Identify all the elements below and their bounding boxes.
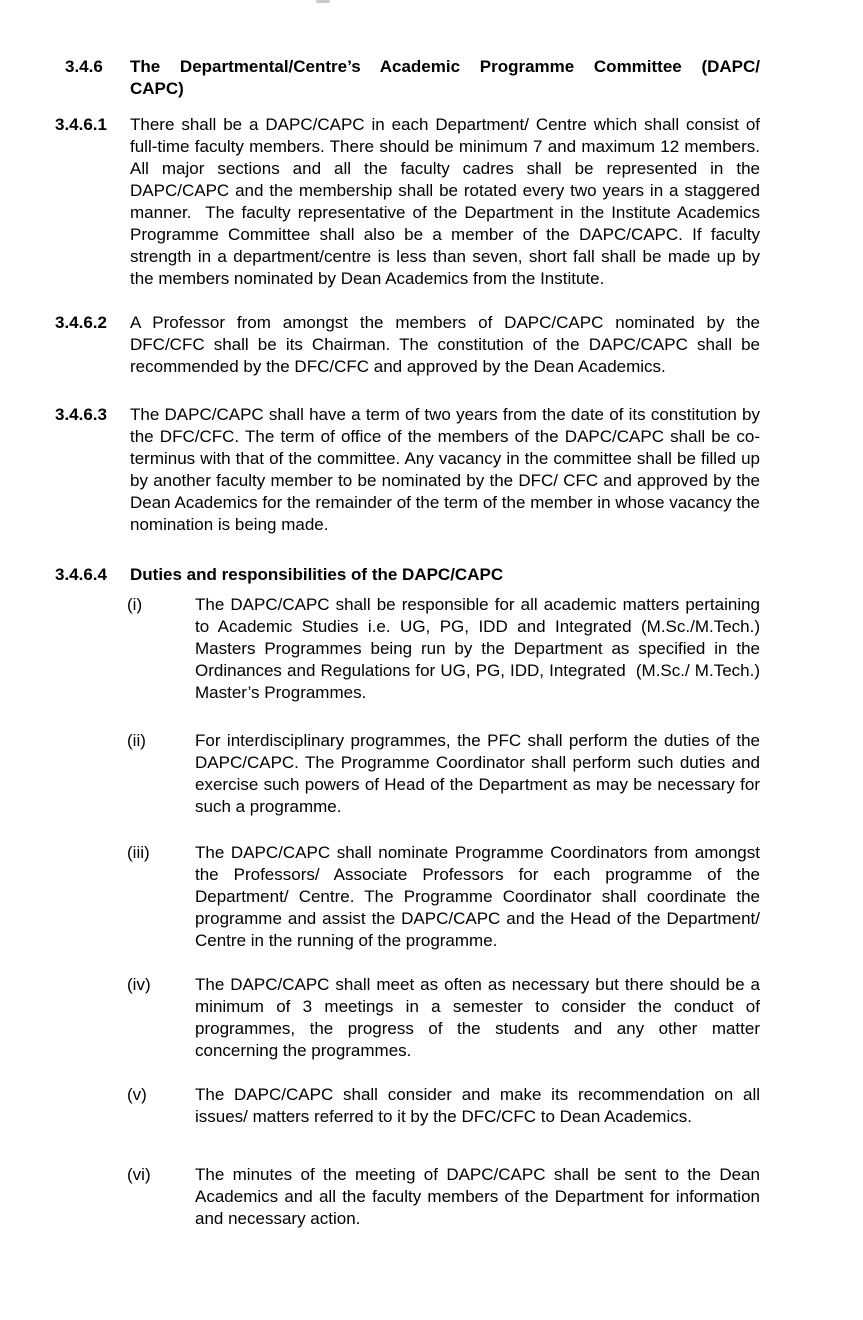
duty-item xyxy=(0,594,863,704)
paragraph-number: 3.4.6.2 xyxy=(55,313,107,332)
paragraph xyxy=(0,404,863,536)
paragraph-text: A Professor from amongst the members of DAPC/CAPC nominated by the DFC/CFC shall be its Chairman. The constitution of the DAPC/CAPC shall be recommended by the DFC/CFC and approved by the Dean Academics. xyxy=(130,313,760,376)
paragraph-text: There shall be a DAPC/CAPC in each Department/ Centre which shall consist of full-time faculty members. There should be minimum 7 and maximum 12 members. All major sections and all the faculty cadres shall be represented in the DAPC/CAPC and the membership shall be rotated every two years in a staggered manner. The faculty representative of the Department in the Institute Academics Programme Committee shall also be a member of the DAPC/CAPC. If faculty strength in a department/centre is less than seven, short fall shall be made up by the members nominated by Dean Academics from the Institute. xyxy=(130,115,760,288)
duty-marker: (iv) xyxy=(127,975,151,994)
paragraph-number: 3.4.6.3 xyxy=(55,405,107,424)
duty-text: The minutes of the meeting of DAPC/CAPC shall be sent to the Dean Academics and all the faculty members of the Department for information and necessary action. xyxy=(195,1165,760,1228)
scan-artifact xyxy=(316,0,330,3)
paragraph-number: 3.4.6.1 xyxy=(55,115,107,134)
paragraph-text: The DAPC/CAPC shall have a term of two years from the date of its constitution by the DFC/CFC. The term of office of the members of the DAPC/CAPC shall be co-terminus with that of the committee. Any vacancy in the committee shall be filled up by another faculty member to be nominated by the DFC/ CFC and approved by the Dean Academics for the remainder of the term of the member in whose vacancy the nomination is being made. xyxy=(130,405,760,534)
subsection-heading xyxy=(0,564,863,586)
section-heading xyxy=(0,56,863,100)
duty-text: The DAPC/CAPC shall consider and make its recommendation on all issues/ matters referred to it by the DFC/CFC to Dean Academics. xyxy=(195,1085,760,1126)
paragraph xyxy=(0,114,863,290)
subsection-title: Duties and responsibilities of the DAPC/CAPC xyxy=(130,565,504,584)
duty-item xyxy=(0,730,863,818)
duty-marker: (ii) xyxy=(127,731,146,750)
duty-marker: (vi) xyxy=(127,1165,151,1184)
duty-item xyxy=(0,1084,863,1128)
duty-marker: (i) xyxy=(127,595,143,614)
duty-text: The DAPC/CAPC shall be responsible for all academic matters pertaining to Academic Studies i.e. UG, PG, IDD and Integrated (M.Sc./M.Tech.) Masters Programmes being run by the Department as specified in the Ordinances and Regulations for UG, PG, IDD, Integrated (M.Sc./ M.Tech.) Master’s Programmes. xyxy=(195,595,760,702)
duty-item xyxy=(0,1164,863,1230)
section-number: 3.4.6 xyxy=(65,57,103,76)
section-title-line2: CAPC) xyxy=(130,79,184,98)
duty-text: For interdisciplinary programmes, the PFC shall perform the duties of the DAPC/CAPC. The Programme Coordinator shall perform such duties and exercise such powers of Head of the Department as may be necessary for such a programme. xyxy=(195,731,760,816)
duty-text: The DAPC/CAPC shall nominate Programme Coordinators from amongst the Professors/ Associate Professors for each programme of the Department/ Centre. The Programme Coordinator shall coordinate the programme and assist the DAPC/CAPC and the Head of the Department/ Centre in the running of the programme. xyxy=(195,843,760,950)
section-title-line1: The Departmental/Centre’s Academic Programme Committee (DAPC/ xyxy=(130,57,760,76)
duty-item xyxy=(0,974,863,1062)
duty-marker: (iii) xyxy=(127,843,150,862)
duty-text: The DAPC/CAPC shall meet as often as necessary but there should be a minimum of 3 meetings in a semester to consider the conduct of programmes, the progress of the students and any other matter concerning the programmes. xyxy=(195,975,760,1060)
duty-item xyxy=(0,842,863,952)
duty-marker: (v) xyxy=(127,1085,147,1104)
paragraph xyxy=(0,312,863,378)
subsection-number: 3.4.6.4 xyxy=(55,565,107,584)
section-title xyxy=(130,56,760,100)
